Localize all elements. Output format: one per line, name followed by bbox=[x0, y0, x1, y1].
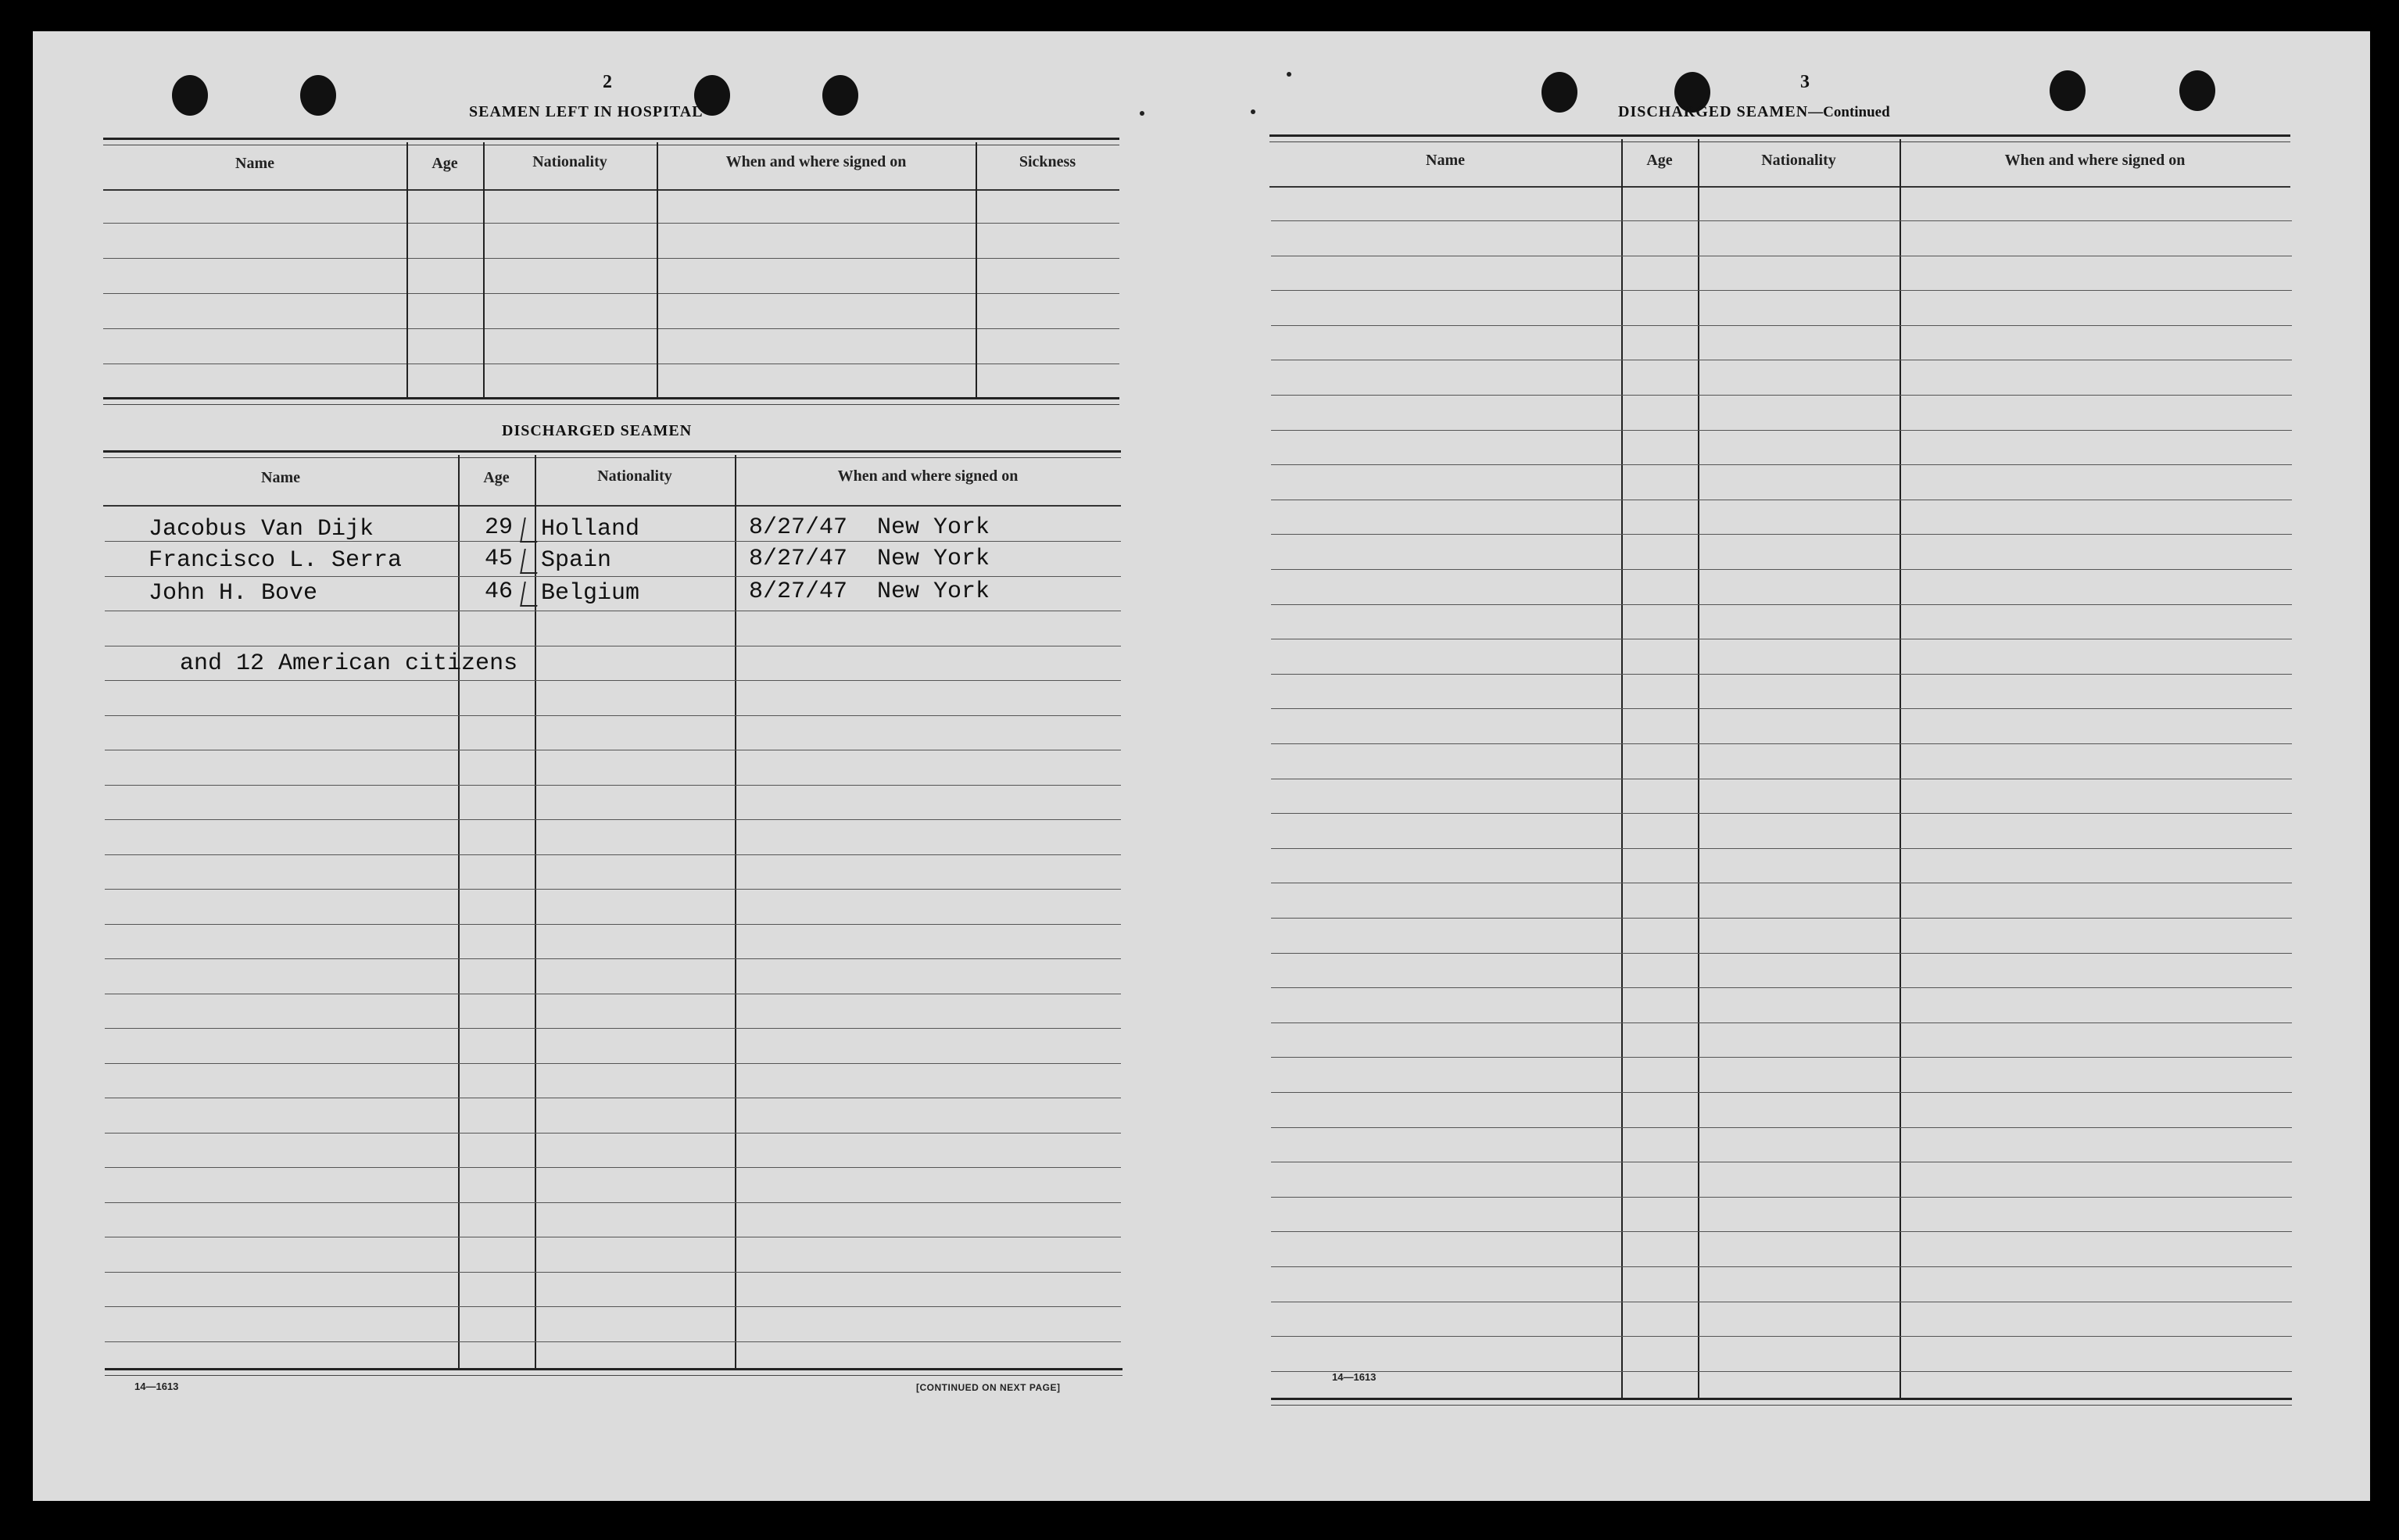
ruled-line bbox=[1271, 464, 2292, 465]
hospital-section-title: SEAMEN LEFT IN HOSPITAL bbox=[469, 103, 704, 120]
title-text: DISCHARGED SEAMEN bbox=[1618, 103, 1809, 120]
seaman-nationality: Belgium bbox=[541, 580, 640, 607]
ruled-line bbox=[105, 1133, 1121, 1134]
punch-hole bbox=[822, 75, 858, 116]
ruled-line bbox=[1271, 1336, 2292, 1337]
american-citizens-note: and 12 American citizens bbox=[180, 650, 518, 677]
ruled-line bbox=[1271, 1057, 2292, 1058]
ruled-line bbox=[105, 889, 1121, 890]
ruled-line bbox=[105, 715, 1121, 716]
discharged-continued-title bbox=[1618, 103, 1890, 121]
column-divider bbox=[483, 142, 485, 399]
punch-hole bbox=[172, 75, 208, 116]
check-mark bbox=[520, 518, 542, 543]
ruled-line bbox=[1271, 743, 2292, 744]
ruled-line bbox=[1271, 534, 2292, 535]
punch-hole bbox=[2179, 70, 2215, 111]
column-divider bbox=[406, 142, 408, 399]
signed-on-place: New York bbox=[877, 546, 990, 572]
ruled-line bbox=[1271, 569, 2292, 570]
ruled-line bbox=[1271, 1022, 2292, 1023]
header-rule bbox=[1269, 186, 2290, 188]
punch-hole bbox=[300, 75, 336, 116]
punch-hole bbox=[2050, 70, 2086, 111]
table-rule bbox=[1271, 1398, 2292, 1406]
ruled-line bbox=[103, 258, 1119, 259]
ruled-line bbox=[1271, 604, 2292, 605]
column-divider bbox=[1698, 139, 1699, 1398]
column-divider bbox=[735, 455, 736, 1368]
column-divider bbox=[976, 142, 977, 399]
column-divider bbox=[657, 142, 658, 399]
ruled-line bbox=[105, 1306, 1121, 1307]
ruled-line bbox=[105, 854, 1121, 855]
ruled-line bbox=[103, 223, 1119, 224]
column-header-nationality: Nationality bbox=[597, 467, 672, 485]
column-header-signed-on: When and where signed on bbox=[2004, 152, 2186, 169]
table-rule bbox=[103, 397, 1119, 405]
column-divider bbox=[1621, 139, 1623, 1398]
ruled-line bbox=[103, 328, 1119, 329]
column-divider bbox=[458, 455, 460, 1368]
ruled-line bbox=[105, 958, 1121, 959]
ruled-line bbox=[105, 1341, 1121, 1342]
column-divider bbox=[1900, 139, 1901, 1398]
ruled-line bbox=[1271, 1371, 2292, 1372]
seaman-age: 46 bbox=[485, 578, 514, 605]
ruled-line bbox=[1271, 395, 2292, 396]
title-suffix: —Continued bbox=[1808, 104, 1890, 120]
column-header-name: Name bbox=[1426, 152, 1465, 169]
ruled-line bbox=[103, 293, 1119, 294]
table-rule bbox=[105, 1368, 1123, 1376]
ruled-line bbox=[1271, 1127, 2292, 1128]
header-rule bbox=[103, 505, 1121, 507]
ruled-line bbox=[105, 576, 1121, 577]
ruled-line bbox=[1271, 325, 2292, 326]
column-header-age: Age bbox=[431, 155, 458, 172]
ruled-line bbox=[1271, 708, 2292, 709]
seaman-age: 29 bbox=[485, 514, 514, 541]
ruled-line bbox=[1271, 430, 2292, 431]
page-number: 2 bbox=[603, 72, 612, 92]
header-rule bbox=[103, 189, 1119, 191]
ruled-line bbox=[105, 924, 1121, 925]
ruled-line bbox=[105, 1202, 1121, 1203]
ruled-line bbox=[1271, 1231, 2292, 1232]
ruled-line bbox=[105, 819, 1121, 820]
column-header-nationality: Nationality bbox=[532, 153, 607, 170]
column-header-name: Name bbox=[261, 469, 300, 486]
ruled-line bbox=[1271, 674, 2292, 675]
ruled-line bbox=[105, 680, 1121, 681]
discharged-section-title: DISCHARGED SEAMEN bbox=[502, 422, 693, 439]
ruled-line bbox=[1271, 953, 2292, 954]
signed-on-place: New York bbox=[877, 514, 990, 541]
ruled-line bbox=[105, 1167, 1121, 1168]
form-number: 14—1613 bbox=[134, 1381, 179, 1392]
table-rule bbox=[103, 138, 1119, 145]
ink-speck bbox=[1251, 109, 1255, 114]
signed-on-date: 8/27/47 bbox=[749, 514, 848, 541]
ruled-line bbox=[1271, 848, 2292, 849]
ruled-line bbox=[105, 1063, 1121, 1064]
punch-hole bbox=[1541, 72, 1577, 113]
column-header-signed-on: When and where signed on bbox=[837, 467, 1019, 485]
column-header-sickness: Sickness bbox=[1019, 153, 1076, 170]
ruled-line bbox=[1271, 918, 2292, 919]
check-mark bbox=[520, 582, 542, 607]
ruled-line bbox=[1271, 290, 2292, 291]
document-sheet bbox=[33, 31, 2370, 1501]
ruled-line bbox=[1271, 1092, 2292, 1093]
seaman-nationality: Holland bbox=[541, 516, 640, 543]
ruled-line bbox=[1271, 1266, 2292, 1267]
ink-speck bbox=[1287, 72, 1291, 77]
form-number: 14—1613 bbox=[1332, 1371, 1377, 1383]
ruled-line bbox=[1271, 813, 2292, 814]
signed-on-place: New York bbox=[877, 578, 990, 605]
left-page bbox=[33, 31, 1174, 1501]
seaman-name: Francisco L. Serra bbox=[149, 547, 403, 574]
ink-speck bbox=[1140, 111, 1144, 116]
column-header-name: Name bbox=[235, 155, 274, 172]
ruled-line bbox=[105, 1272, 1121, 1273]
table-rule bbox=[103, 450, 1121, 458]
column-header-signed-on: When and where signed on bbox=[725, 153, 907, 170]
seaman-age: 45 bbox=[485, 546, 514, 572]
column-header-age: Age bbox=[1646, 152, 1673, 169]
ruled-line bbox=[1271, 220, 2292, 221]
seaman-name: John H. Bove bbox=[149, 580, 318, 607]
table-rule bbox=[1269, 134, 2290, 142]
column-header-nationality: Nationality bbox=[1761, 152, 1836, 169]
ruled-line bbox=[105, 1028, 1121, 1029]
signed-on-date: 8/27/47 bbox=[749, 578, 848, 605]
continued-label: [CONTINUED ON NEXT PAGE] bbox=[916, 1382, 1061, 1393]
ruled-line bbox=[1271, 987, 2292, 988]
seaman-name: Jacobus Van Dijk bbox=[149, 516, 374, 543]
ruled-line bbox=[1271, 1197, 2292, 1198]
column-header-age: Age bbox=[483, 469, 510, 486]
signed-on-date: 8/27/47 bbox=[749, 546, 848, 572]
page-number: 3 bbox=[1800, 72, 1810, 92]
right-page bbox=[1237, 31, 2370, 1501]
check-mark bbox=[520, 549, 542, 574]
ruled-line bbox=[105, 785, 1121, 786]
seaman-nationality: Spain bbox=[541, 547, 612, 574]
